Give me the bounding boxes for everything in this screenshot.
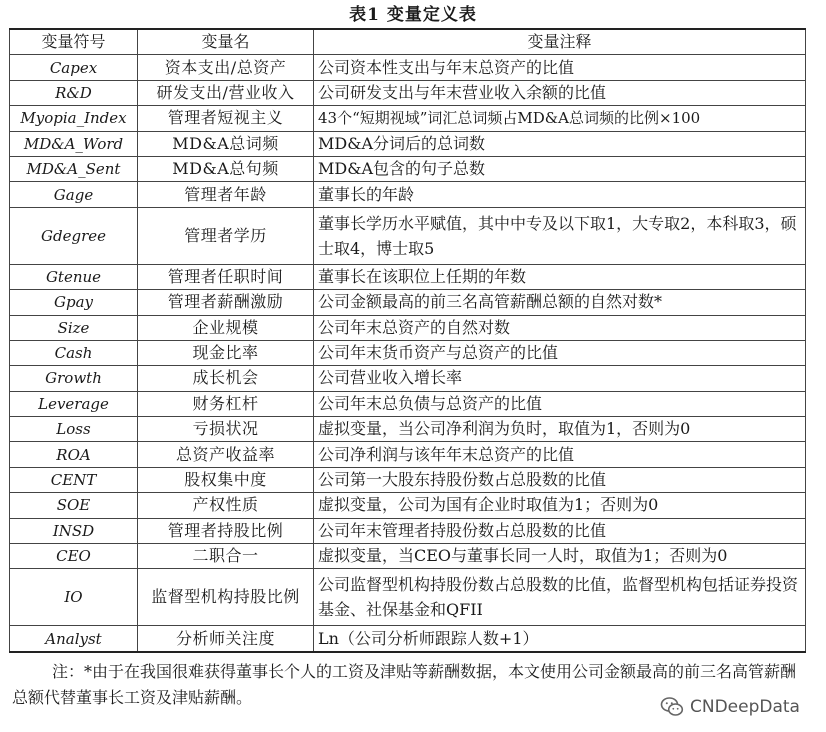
- table-row: [10, 106, 806, 131]
- table-row: [10, 467, 806, 492]
- table-row: [10, 442, 806, 467]
- variable-symbol: Size: [10, 315, 138, 340]
- variable-name: 管理者年龄: [138, 182, 314, 207]
- header-name: 变量名: [138, 29, 314, 55]
- variable-name: 总资产收益率: [138, 442, 314, 467]
- variable-symbol: Analyst: [10, 626, 138, 652]
- variable-note: 公司净利润与该年年末总资产的比值: [314, 442, 806, 467]
- variable-name: 二职合一: [138, 544, 314, 569]
- table-row: [10, 156, 806, 181]
- variable-symbol: MD&A_Sent: [10, 156, 138, 181]
- table-row: [10, 207, 806, 264]
- watermark-text: CNDeepData: [690, 697, 800, 717]
- variable-note: MD&A包含的句子总数: [314, 156, 806, 181]
- variable-note: 董事长在该职位上任期的年数: [314, 264, 806, 289]
- variable-note: 公司研发支出与年末营业收入余额的比值: [314, 80, 806, 105]
- variable-symbol: Gdegree: [10, 207, 138, 264]
- variable-name: 研发支出/营业收入: [138, 80, 314, 105]
- table-header-row: [10, 29, 806, 55]
- variable-symbol: IO: [10, 569, 138, 626]
- variable-name: 成长机会: [138, 366, 314, 391]
- table-row: [10, 290, 806, 315]
- table-row: [10, 391, 806, 416]
- variable-symbol: CENT: [10, 467, 138, 492]
- variable-definition-table: [9, 28, 806, 653]
- variable-symbol: ROA: [10, 442, 138, 467]
- table-row: [10, 55, 806, 80]
- wechat-icon: [660, 696, 684, 718]
- variable-symbol: Gage: [10, 182, 138, 207]
- variable-note: 公司监督型机构持股份数占总股数的比值，监督型机构包括证券投资基金、社保基金和QFII: [314, 569, 806, 626]
- table-row: [10, 569, 806, 626]
- table-row: [10, 493, 806, 518]
- variable-symbol: MD&A_Word: [10, 131, 138, 156]
- variable-name: MD&A总句频: [138, 156, 314, 181]
- variable-name: 管理者任职时间: [138, 264, 314, 289]
- watermark: [660, 694, 800, 720]
- table-row: [10, 315, 806, 340]
- table-footnote: 注：*由于在我国很难获得董事长个人的工资及津贴等薪酬数据，本文使用公司金额最高的前三名高管薪酬总额代替董事长工资及津贴薪酬。: [12, 662, 797, 707]
- variable-symbol: R&D: [10, 80, 138, 105]
- variable-name: 产权性质: [138, 493, 314, 518]
- header-symbol: 变量符号: [10, 29, 138, 55]
- table-row: [10, 340, 806, 365]
- variable-note: 公司年末管理者持股份数占总股数的比值: [314, 518, 806, 543]
- variable-note: Ln（公司分析师跟踪人数+1）: [314, 626, 806, 652]
- variable-note: 董事长学历水平赋值，其中中专及以下取1，大专取2，本科取3，硕士取4，博士取5: [314, 207, 806, 264]
- table-row: [10, 626, 806, 652]
- table-row: [10, 264, 806, 289]
- variable-symbol: Myopia_Index: [10, 106, 138, 131]
- table-row: [10, 518, 806, 543]
- table-row: [10, 131, 806, 156]
- variable-note: 公司年末总资产的自然对数: [314, 315, 806, 340]
- variable-name: 资本支出/总资产: [138, 55, 314, 80]
- variable-name: MD&A总词频: [138, 131, 314, 156]
- variable-name: 管理者薪酬激励: [138, 290, 314, 315]
- variable-note: 公司年末总负债与总资产的比值: [314, 391, 806, 416]
- header-note: 变量注释: [314, 29, 806, 55]
- variable-note: 公司金额最高的前三名高管薪酬总额的自然对数*: [314, 290, 806, 315]
- variable-note: 公司年末货币资产与总资产的比值: [314, 340, 806, 365]
- table-row: [10, 544, 806, 569]
- variable-name: 股权集中度: [138, 467, 314, 492]
- table-row: [10, 417, 806, 442]
- variable-name: 亏损状况: [138, 417, 314, 442]
- variable-note: 虚拟变量，当CEO与董事长同一人时，取值为1；否则为0: [314, 544, 806, 569]
- variable-name: 企业规模: [138, 315, 314, 340]
- variable-note: 43个“短期视域”词汇总词频占MD&A总词频的比例×100: [314, 106, 806, 131]
- variable-name: 管理者短视主义: [138, 106, 314, 131]
- variable-name: 管理者持股比例: [138, 518, 314, 543]
- variable-symbol: CEO: [10, 544, 138, 569]
- variable-symbol: Gpay: [10, 290, 138, 315]
- variable-symbol: Capex: [10, 55, 138, 80]
- variable-note: 公司资本性支出与年末总资产的比值: [314, 55, 806, 80]
- variable-name: 现金比率: [138, 340, 314, 365]
- variable-symbol: INSD: [10, 518, 138, 543]
- table-row: [10, 182, 806, 207]
- variable-name: 分析师关注度: [138, 626, 314, 652]
- variable-note: MD&A分词后的总词数: [314, 131, 806, 156]
- variable-name: 管理者学历: [138, 207, 314, 264]
- variable-note: 公司第一大股东持股份数占总股数的比值: [314, 467, 806, 492]
- variable-symbol: Loss: [10, 417, 138, 442]
- variable-name: 财务杠杆: [138, 391, 314, 416]
- variable-symbol: Growth: [10, 366, 138, 391]
- variable-symbol: SOE: [10, 493, 138, 518]
- variable-symbol: Cash: [10, 340, 138, 365]
- variable-note: 董事长的年龄: [314, 182, 806, 207]
- table-row: [10, 366, 806, 391]
- variable-symbol: Gtenue: [10, 264, 138, 289]
- table-title: 表1 变量定义表: [349, 5, 477, 25]
- variable-symbol: Leverage: [10, 391, 138, 416]
- variable-note: 公司营业收入增长率: [314, 366, 806, 391]
- variable-note: 虚拟变量，当公司净利润为负时，取值为1，否则为0: [314, 417, 806, 442]
- variable-name: 监督型机构持股比例: [138, 569, 314, 626]
- variable-note: 虚拟变量，公司为国有企业时取值为1；否则为0: [314, 493, 806, 518]
- table-row: [10, 80, 806, 105]
